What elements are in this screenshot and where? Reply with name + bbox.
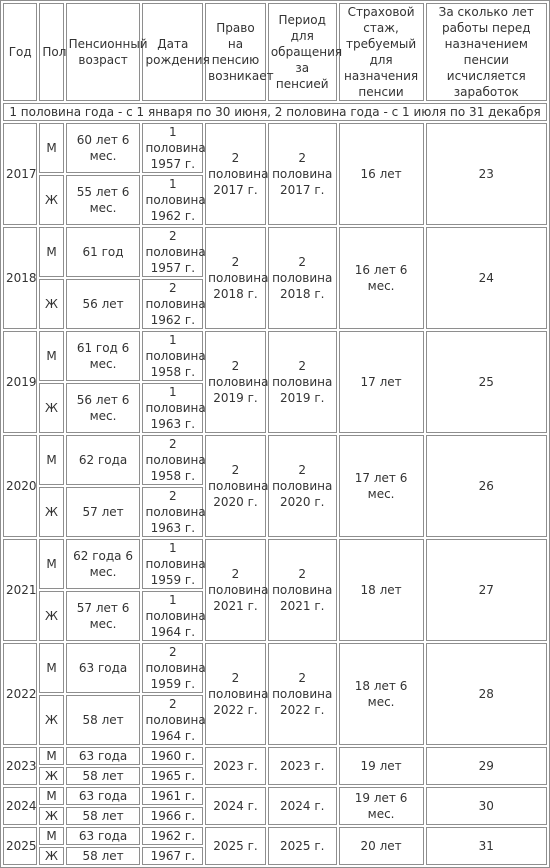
- header-application-period: Период для обращения за пенсией: [268, 3, 337, 101]
- application-period-cell: 2 половина 2017 г.: [268, 123, 337, 225]
- birth-date-cell: 1 половина 1963 г.: [142, 383, 203, 433]
- year-cell: 2018: [3, 227, 37, 329]
- birth-date-cell: 1 половина 1958 г.: [142, 331, 203, 381]
- earnings-years-cell: 24: [426, 227, 547, 329]
- birth-date-cell: 1966 г.: [142, 807, 203, 825]
- sex-cell: М: [39, 331, 63, 381]
- pension-age-cell: 58 лет: [66, 807, 141, 825]
- pension-age-cell: 58 лет: [66, 695, 141, 745]
- pension-age-cell: 58 лет: [66, 767, 141, 785]
- header-earnings-years: За сколько лет работы перед назначением пенсии исчисляется заработок: [426, 3, 547, 101]
- sex-cell: Ж: [39, 487, 63, 537]
- right-to-pension-cell: 2 половина 2021 г.: [205, 539, 266, 641]
- earnings-years-cell: 30: [426, 787, 547, 825]
- table-row: [3, 435, 547, 485]
- year-cell: 2022: [3, 643, 37, 745]
- header-right-to-pension: Право на пенсию возникает: [205, 3, 266, 101]
- insurance-record-cell: 19 лет 6 мес.: [339, 787, 424, 825]
- year-cell: 2019: [3, 331, 37, 433]
- insurance-record-cell: 17 лет 6 мес.: [339, 435, 424, 537]
- right-to-pension-cell: 2 половина 2017 г.: [205, 123, 266, 225]
- birth-date-cell: 1 половина 1962 г.: [142, 175, 203, 225]
- insurance-record-cell: 18 лет: [339, 539, 424, 641]
- birth-date-cell: 2 половина 1958 г.: [142, 435, 203, 485]
- insurance-record-cell: 20 лет: [339, 827, 424, 865]
- sex-cell: М: [39, 123, 63, 173]
- sex-cell: М: [39, 827, 63, 845]
- application-period-cell: 2023 г.: [268, 747, 337, 785]
- header-insurance-record: Страховой стаж, требуемый для назначения пенсии: [339, 3, 424, 101]
- pension-age-cell: 55 лет 6 мес.: [66, 175, 141, 225]
- pension-age-cell: 63 года: [66, 747, 141, 765]
- note-row: [3, 103, 547, 121]
- earnings-years-cell: 26: [426, 435, 547, 537]
- year-cell: 2024: [3, 787, 37, 825]
- application-period-cell: 2 половина 2021 г.: [268, 539, 337, 641]
- pension-age-cell: 58 лет: [66, 847, 141, 865]
- year-cell: 2017: [3, 123, 37, 225]
- application-period-cell: 2 половина 2020 г.: [268, 435, 337, 537]
- sex-cell: Ж: [39, 383, 63, 433]
- pension-age-cell: 63 года: [66, 827, 141, 845]
- pension-age-cell: 63 года: [66, 643, 141, 693]
- earnings-years-cell: 27: [426, 539, 547, 641]
- insurance-record-cell: 16 лет: [339, 123, 424, 225]
- pension-age-cell: 56 лет 6 мес.: [66, 383, 141, 433]
- pension-age-cell: 60 лет 6 мес.: [66, 123, 141, 173]
- birth-date-cell: 2 половина 1962 г.: [142, 279, 203, 329]
- pension-age-cell: 61 год 6 мес.: [66, 331, 141, 381]
- application-period-cell: 2025 г.: [268, 827, 337, 865]
- header-sex: Пол: [39, 3, 63, 101]
- table-row: [3, 123, 547, 173]
- birth-date-cell: 2 половина 1963 г.: [142, 487, 203, 537]
- table-row: [3, 539, 547, 589]
- table-row: [3, 331, 547, 381]
- pension-age-cell: 62 года 6 мес.: [66, 539, 141, 589]
- table-row: [3, 227, 547, 277]
- birth-date-cell: 1967 г.: [142, 847, 203, 865]
- pension-age-cell: 57 лет 6 мес.: [66, 591, 141, 641]
- sex-cell: Ж: [39, 847, 63, 865]
- year-cell: 2023: [3, 747, 37, 785]
- sex-cell: М: [39, 539, 63, 589]
- half-year-note: 1 половина года - с 1 января по 30 июня, 2 половина года - с 1 июля по 31 декабря: [3, 103, 547, 121]
- earnings-years-cell: 29: [426, 747, 547, 785]
- earnings-years-cell: 28: [426, 643, 547, 745]
- pension-age-cell: 56 лет: [66, 279, 141, 329]
- header-row: [3, 3, 547, 101]
- table-row: [3, 643, 547, 693]
- birth-date-cell: 1961 г.: [142, 787, 203, 805]
- application-period-cell: 2 половина 2019 г.: [268, 331, 337, 433]
- pension-age-cell: 61 год: [66, 227, 141, 277]
- header-year: Год: [3, 3, 37, 101]
- insurance-record-cell: 18 лет 6 мес.: [339, 643, 424, 745]
- right-to-pension-cell: 2025 г.: [205, 827, 266, 865]
- birth-date-cell: 1962 г.: [142, 827, 203, 845]
- birth-date-cell: 1 половина 1959 г.: [142, 539, 203, 589]
- sex-cell: Ж: [39, 175, 63, 225]
- sex-cell: Ж: [39, 807, 63, 825]
- birth-date-cell: 1965 г.: [142, 767, 203, 785]
- birth-date-cell: 1 половина 1957 г.: [142, 123, 203, 173]
- insurance-record-cell: 16 лет 6 мес.: [339, 227, 424, 329]
- year-cell: 2020: [3, 435, 37, 537]
- pension-age-cell: 63 года: [66, 787, 141, 805]
- header-pension-age: Пенсионный возраст: [66, 3, 141, 101]
- sex-cell: Ж: [39, 279, 63, 329]
- year-cell: 2021: [3, 539, 37, 641]
- earnings-years-cell: 25: [426, 331, 547, 433]
- application-period-cell: 2 половина 2018 г.: [268, 227, 337, 329]
- sex-cell: Ж: [39, 591, 63, 641]
- birth-date-cell: 2 половина 1964 г.: [142, 695, 203, 745]
- application-period-cell: 2 половина 2022 г.: [268, 643, 337, 745]
- sex-cell: М: [39, 747, 63, 765]
- right-to-pension-cell: 2 половина 2019 г.: [205, 331, 266, 433]
- sex-cell: Ж: [39, 767, 63, 785]
- right-to-pension-cell: 2 половина 2020 г.: [205, 435, 266, 537]
- right-to-pension-cell: 2 половина 2018 г.: [205, 227, 266, 329]
- sex-cell: М: [39, 435, 63, 485]
- birth-date-cell: 1 половина 1964 г.: [142, 591, 203, 641]
- table-row: [3, 827, 547, 845]
- insurance-record-cell: 19 лет: [339, 747, 424, 785]
- application-period-cell: 2024 г.: [268, 787, 337, 825]
- birth-date-cell: 2 половина 1957 г.: [142, 227, 203, 277]
- right-to-pension-cell: 2 половина 2022 г.: [205, 643, 266, 745]
- year-cell: 2025: [3, 827, 37, 865]
- header-birth-date: Дата рождения: [142, 3, 203, 101]
- earnings-years-cell: 23: [426, 123, 547, 225]
- pension-age-cell: 57 лет: [66, 487, 141, 537]
- table-row: [3, 787, 547, 805]
- right-to-pension-cell: 2024 г.: [205, 787, 266, 825]
- right-to-pension-cell: 2023 г.: [205, 747, 266, 785]
- pension-age-cell: 62 года: [66, 435, 141, 485]
- birth-date-cell: 2 половина 1959 г.: [142, 643, 203, 693]
- birth-date-cell: 1960 г.: [142, 747, 203, 765]
- sex-cell: М: [39, 227, 63, 277]
- sex-cell: М: [39, 643, 63, 693]
- earnings-years-cell: 31: [426, 827, 547, 865]
- sex-cell: Ж: [39, 695, 63, 745]
- insurance-record-cell: 17 лет: [339, 331, 424, 433]
- sex-cell: М: [39, 787, 63, 805]
- table-row: [3, 747, 547, 765]
